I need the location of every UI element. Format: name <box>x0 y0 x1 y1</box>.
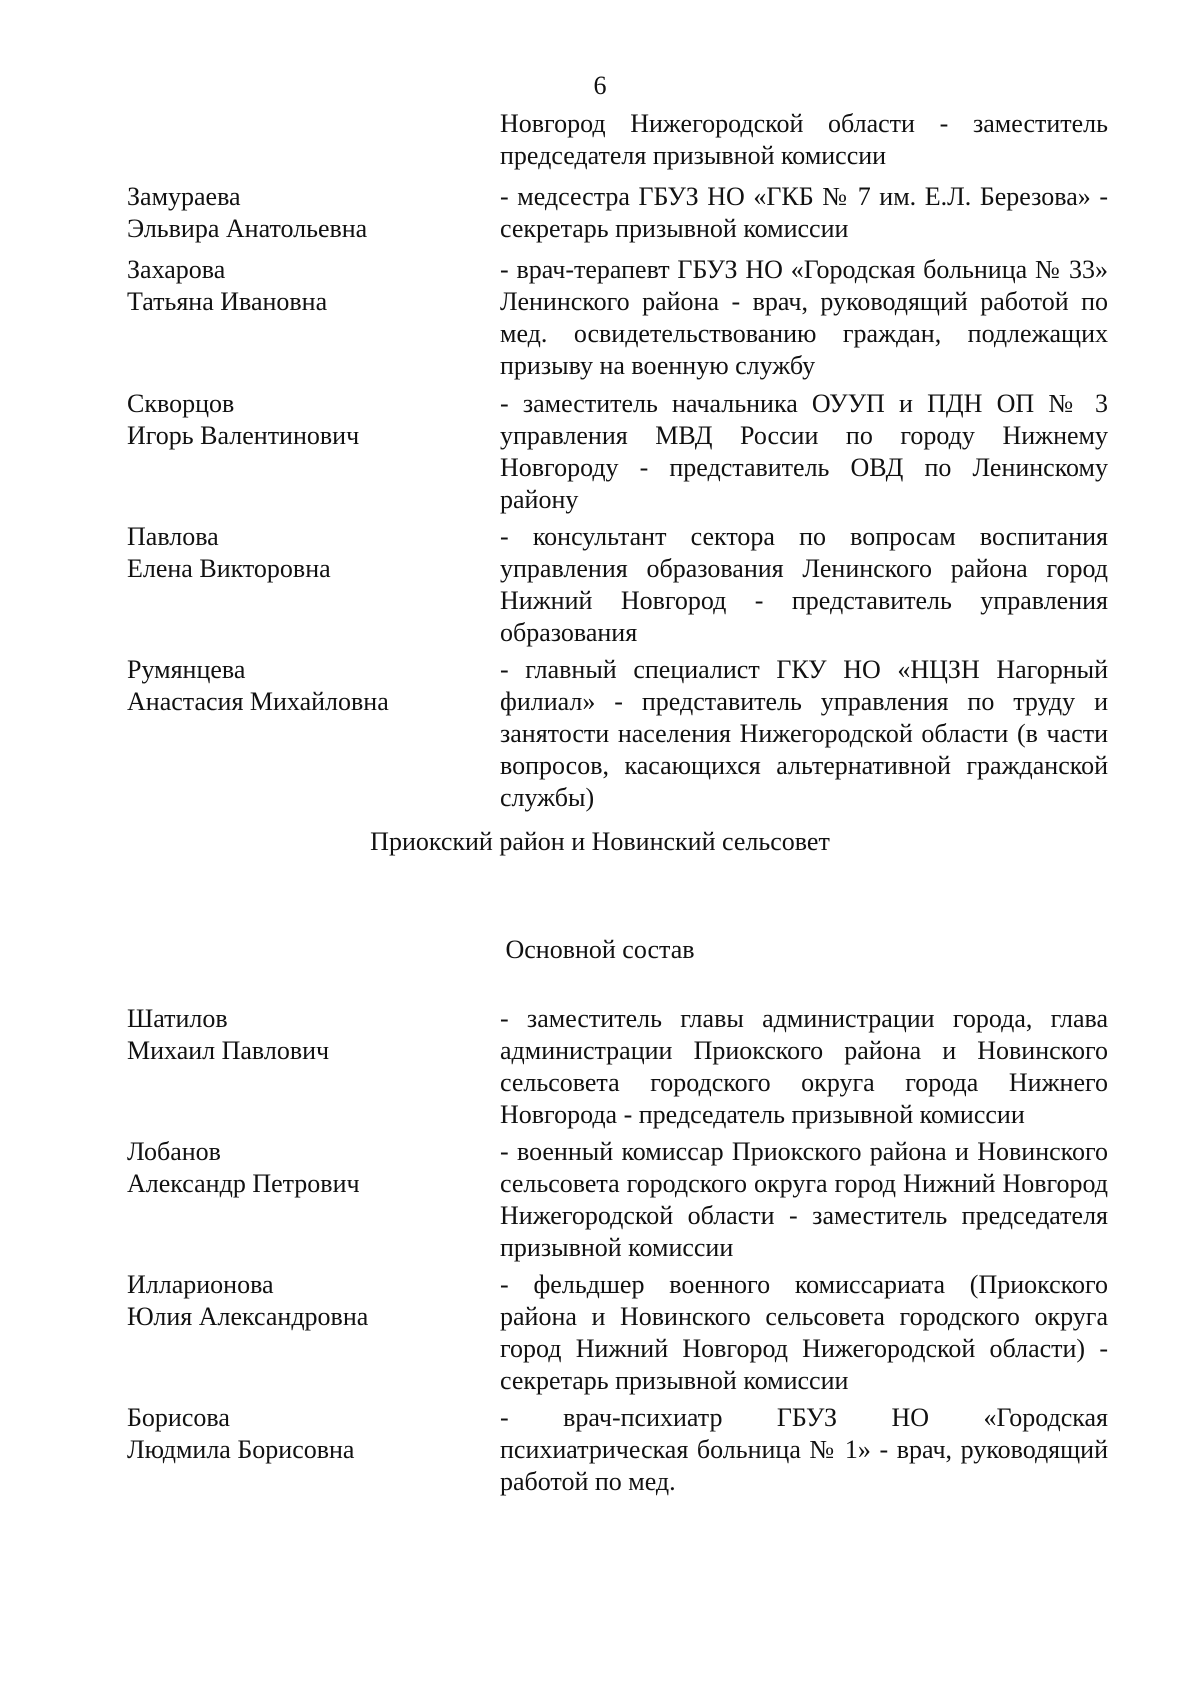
member-name <box>127 181 487 245</box>
member-description: - главный специалист ГКУ НО «НЦЗН Нагорный филиал» - представитель управления по труду и занятости населения Нижегородской области (в части вопросов, касающихся альтернативной гражданской службы) <box>500 655 1108 812</box>
member-given-names: Юлия Александровна <box>127 1302 369 1331</box>
member-given-names: Игорь Валентинович <box>127 421 360 450</box>
member-description: - фельдшер военного комиссариата (Приокского района и Новинского сельсовета городского округа город Нижний Новгород Нижегородской области) - секретарь призывной комиссии <box>500 1270 1108 1395</box>
member-name <box>127 521 487 585</box>
member-surname: Павлова <box>127 522 219 551</box>
member-surname: Лобанов <box>127 1137 221 1166</box>
continuation-text: Новгород Нижегородской области - заместитель председателя призывной комиссии <box>500 109 1108 170</box>
member-given-names: Елена Викторовна <box>127 554 331 583</box>
member-surname: Скворцов <box>127 389 235 418</box>
member-description: - медсестра ГБУЗ НО «ГКБ № 7 им. Е.Л. Березова» - секретарь призывной комиссии <box>500 182 1108 243</box>
member-given-names: Анастасия Михайловна <box>127 687 389 716</box>
member-surname: Шатилов <box>127 1004 228 1033</box>
member-name <box>127 654 487 718</box>
member-description: - врач-терапевт ГБУЗ НО «Городская больница № 33» Ленинского района - врач, руководящий работой по мед. освидетельствованию граждан, подлежащих призыву на военную службу <box>500 255 1108 380</box>
member-name <box>127 1003 487 1067</box>
member-name <box>127 1402 487 1466</box>
member-name <box>127 1136 487 1200</box>
member-given-names: Михаил Павлович <box>127 1036 330 1065</box>
member-surname: Захарова <box>127 255 226 284</box>
district-heading: Приокский район и Новинский сельсовет <box>370 827 830 856</box>
member-name <box>127 1269 487 1333</box>
member-given-names: Александр Петрович <box>127 1169 360 1198</box>
member-name <box>127 254 487 318</box>
member-surname: Илларионова <box>127 1270 274 1299</box>
member-given-names: Эльвира Анатольевна <box>127 214 368 243</box>
member-surname: Замураева <box>127 182 241 211</box>
member-surname: Румянцева <box>127 655 246 684</box>
member-given-names: Людмила Борисовна <box>127 1435 355 1464</box>
member-surname: Борисова <box>127 1403 230 1432</box>
member-description: - военный комиссар Приокского района и Новинского сельсовета городского округа город Нижний Новгород Нижегородской области - заместитель председателя призывной комиссии <box>500 1137 1108 1262</box>
member-description: - консультант сектора по вопросам воспитания управления образования Ленинского района город Нижний Новгород - представитель управления образования <box>500 522 1108 647</box>
member-given-names: Татьяна Ивановна <box>127 287 328 316</box>
composition-heading: Основной состав <box>505 935 695 964</box>
member-name <box>127 388 487 452</box>
member-description: - заместитель начальника ОУУП и ПДН ОП № 3 управления МВД России по городу Нижнему Новгороду - представитель ОВД по Ленинскому району <box>500 389 1108 514</box>
member-description: - заместитель главы администрации города, глава администрации Приокского района и Новинского сельсовета городского округа города Нижнего Новгорода - председатель призывной комиссии <box>500 1004 1108 1129</box>
member-description: - врач-психиатр ГБУЗ НО «Городская психиатрическая больница № 1» - врач, руководящий работой по мед. <box>500 1403 1108 1496</box>
page-number: 6 <box>593 71 607 100</box>
